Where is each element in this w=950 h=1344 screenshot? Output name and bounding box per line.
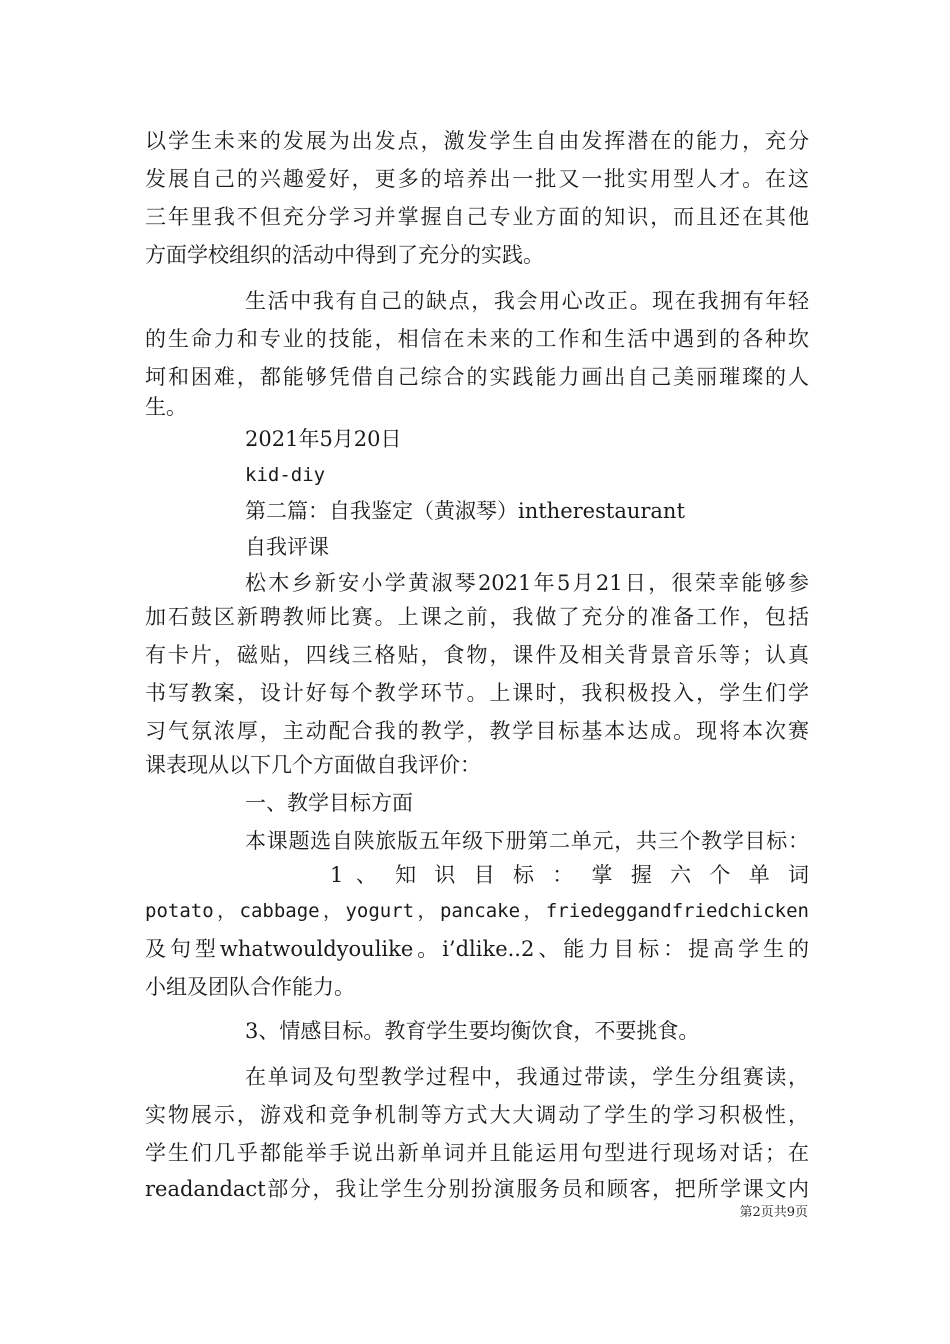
text-line: 3、情感目标。教育学生要均衡饮食，不要挑食。 <box>245 1019 700 1043</box>
text-line: 习气氛浓厚，主动配合我的教学，教学目标基本达成。现将本次赛 <box>145 719 809 743</box>
text-line: readandact部分，我让学生分别扮演服务员和顾客，把所学课文内 <box>145 1177 809 1201</box>
text-line: 发展自己的兴趣爱好，更多的培养出一批又一批实用型人才。在这 <box>145 167 809 191</box>
page-number: 第2页共9页 <box>739 1205 808 1220</box>
text-line: kid-diy <box>245 464 326 486</box>
text-line: 小组及团队合作能力。 <box>145 975 355 999</box>
section-title: 第二篇：自我鉴定（黄淑琴）intherestaurant <box>245 499 685 523</box>
text-line: 本课题选自陕旅版五年级下册第二单元，共三个教学目标： <box>245 829 809 853</box>
text-line: 课表现从以下几个方面做自我评价： <box>145 753 481 777</box>
text-line: 在单词及句型教学过程中，我通过带读，学生分组赛读， <box>245 1065 809 1089</box>
text-line: 以学生未来的发展为出发点，激发学生自由发挥潜在的能力，充分 <box>145 129 809 153</box>
text-line: 方面学校组织的活动中得到了充分的实践。 <box>145 243 544 267</box>
section-subtitle: 自我评课 <box>245 535 329 559</box>
text-line: 1 、 知 识 目 标 ： 掌 握 六 个 单 词 <box>330 863 809 887</box>
text-line: 生。 <box>145 395 187 419</box>
text-line: 及句型whatwouldyoulike。i’dlike..2、能力目标：提高学生的 <box>145 937 809 961</box>
heading-line: 一、教学目标方面 <box>245 791 413 815</box>
text-line: 生活中我有自己的缺点，我会用心改正。现在我拥有年轻 <box>245 289 809 313</box>
text-line: 加石鼓区新聘教师比赛。上课之前，我做了充分的准备工作，包括 <box>145 605 809 629</box>
text-line: 的生命力和专业的技能，相信在未来的工作和生活中遇到的各种坎 <box>145 327 809 351</box>
date-line: 2021年5月20日 <box>245 427 402 451</box>
text-line: 书写教案，设计好每个教学环节。上课时，我积极投入，学生们学 <box>145 681 809 705</box>
text-line: 松木乡新安小学黄淑琴2021年5月21日，很荣幸能够参 <box>245 571 809 595</box>
text-line: 坷和困难，都能够凭借自己综合的实践能力画出自己美丽璀璨的人 <box>145 365 809 389</box>
text-line: 三年里我不但充分学习并掌握自己专业方面的知识，而且还在其他 <box>145 205 809 229</box>
text-line: 实物展示，游戏和竞争机制等方式大大调动了学生的学习积极性， <box>145 1103 809 1127</box>
text-line: 有卡片，磁贴，四线三格贴，食物，课件及相关背景音乐等；认真 <box>145 643 809 667</box>
text-line: potato，cabbage，yogurt，pancake，friedeggandfriedchicken <box>145 900 809 922</box>
text-line: 学生们几乎都能举手说出新单词并且能运用句型进行现场对话；在 <box>145 1141 809 1165</box>
